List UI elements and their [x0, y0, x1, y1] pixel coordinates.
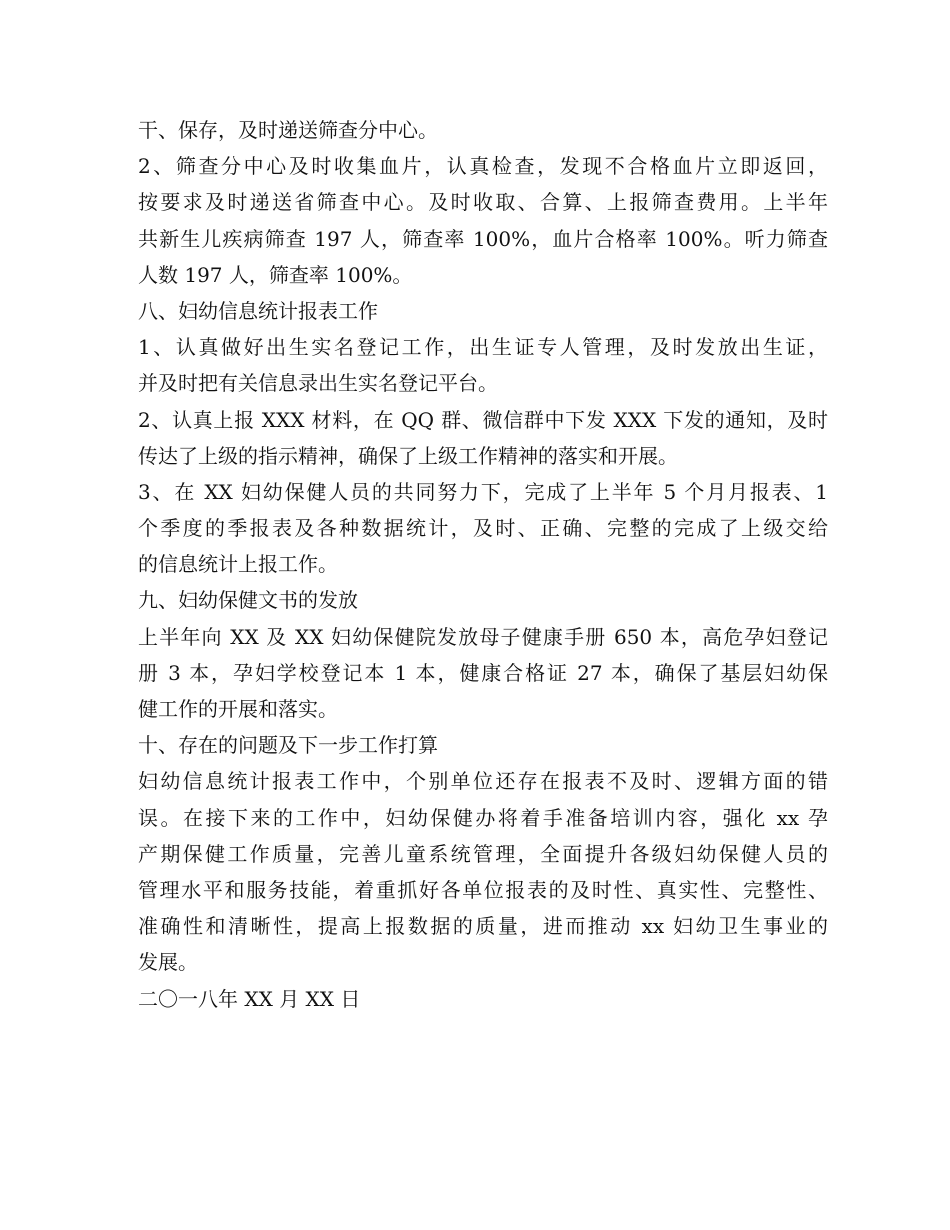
- text-line-2: 2、筛查分中心及时收集血片，认真检查，发现不合格血片立即返回，: [138, 154, 828, 179]
- text-line-13: 的信息统计上报工作。: [138, 552, 338, 577]
- document-date: 二〇一八年 XX 月 XX 日: [138, 986, 361, 1011]
- text-line-10: 传达了上级的指示精神，确保了上级工作精神的落实和开展。: [138, 443, 678, 468]
- text-line-12: 个季度的季报表及各种数据统计，及时、正确、完整的完成了上级交给: [138, 516, 828, 541]
- text-line-17: 健工作的开展和落实。: [138, 697, 338, 721]
- section-heading-8: 八、妇幼信息统计报表工作: [138, 298, 378, 323]
- text-line-19: 妇幼信息统计报表工作中，个别单位还存在报表不及时、逻辑方面的错: [138, 769, 828, 794]
- section-heading-9: 九、妇幼保健文书的发放: [138, 588, 358, 613]
- text-line-15: 上半年向 XX 及 XX 妇幼保健院发放母子健康手册 650 本，高危孕妇登记: [138, 624, 828, 649]
- text-line-23: 准确性和清晰性，提高上报数据的质量，进而推动 xx 妇幼卫生事业的: [138, 914, 828, 939]
- text-line-11: 3、在 XX 妇幼保健人员的共同努力下，完成了上半年 5 个月月报表、1: [138, 479, 828, 504]
- document-body: [138, 112, 828, 1017]
- text-line-8: 并及时把有关信息录出生实名登记平台。: [138, 371, 498, 396]
- text-line-4: 共新生儿疾病筛查 197 人，筛查率 100%，血片合格率 100%。听力筛查: [138, 226, 828, 251]
- text-line-22: 管理水平和服务技能，着重抓好各单位报表的及时性、真实性、完整性、: [138, 877, 828, 902]
- text-line-24: 发展。: [138, 950, 198, 975]
- text-line-16: 册 3 本，孕妇学校登记本 1 本，健康合格证 27 本，确保了基层妇幼保: [138, 660, 828, 685]
- text-line-1: 干、保存，及时递送筛查分中心。: [138, 118, 438, 142]
- text-line-7: 1、认真做好出生实名登记工作，出生证专人管理，及时发放出生证，: [138, 335, 828, 360]
- text-line-5: 人数 197 人，筛查率 100%。: [138, 262, 413, 287]
- section-heading-10: 十、存在的问题及下一步工作打算: [138, 733, 438, 758]
- text-line-20: 误。在接下来的工作中，妇幼保健办将着手准备培训内容，强化 xx 孕: [138, 805, 828, 830]
- text-line-21: 产期保健工作质量，完善儿童系统管理，全面提升各级妇幼保健人员的: [138, 841, 828, 866]
- text-line-3: 按要求及时递送省筛查中心。及时收取、合算、上报筛查费用。上半年: [138, 190, 828, 215]
- text-line-9: 2、认真上报 XXX 材料，在 QQ 群、微信群中下发 XXX 下发的通知，及时: [138, 407, 828, 432]
